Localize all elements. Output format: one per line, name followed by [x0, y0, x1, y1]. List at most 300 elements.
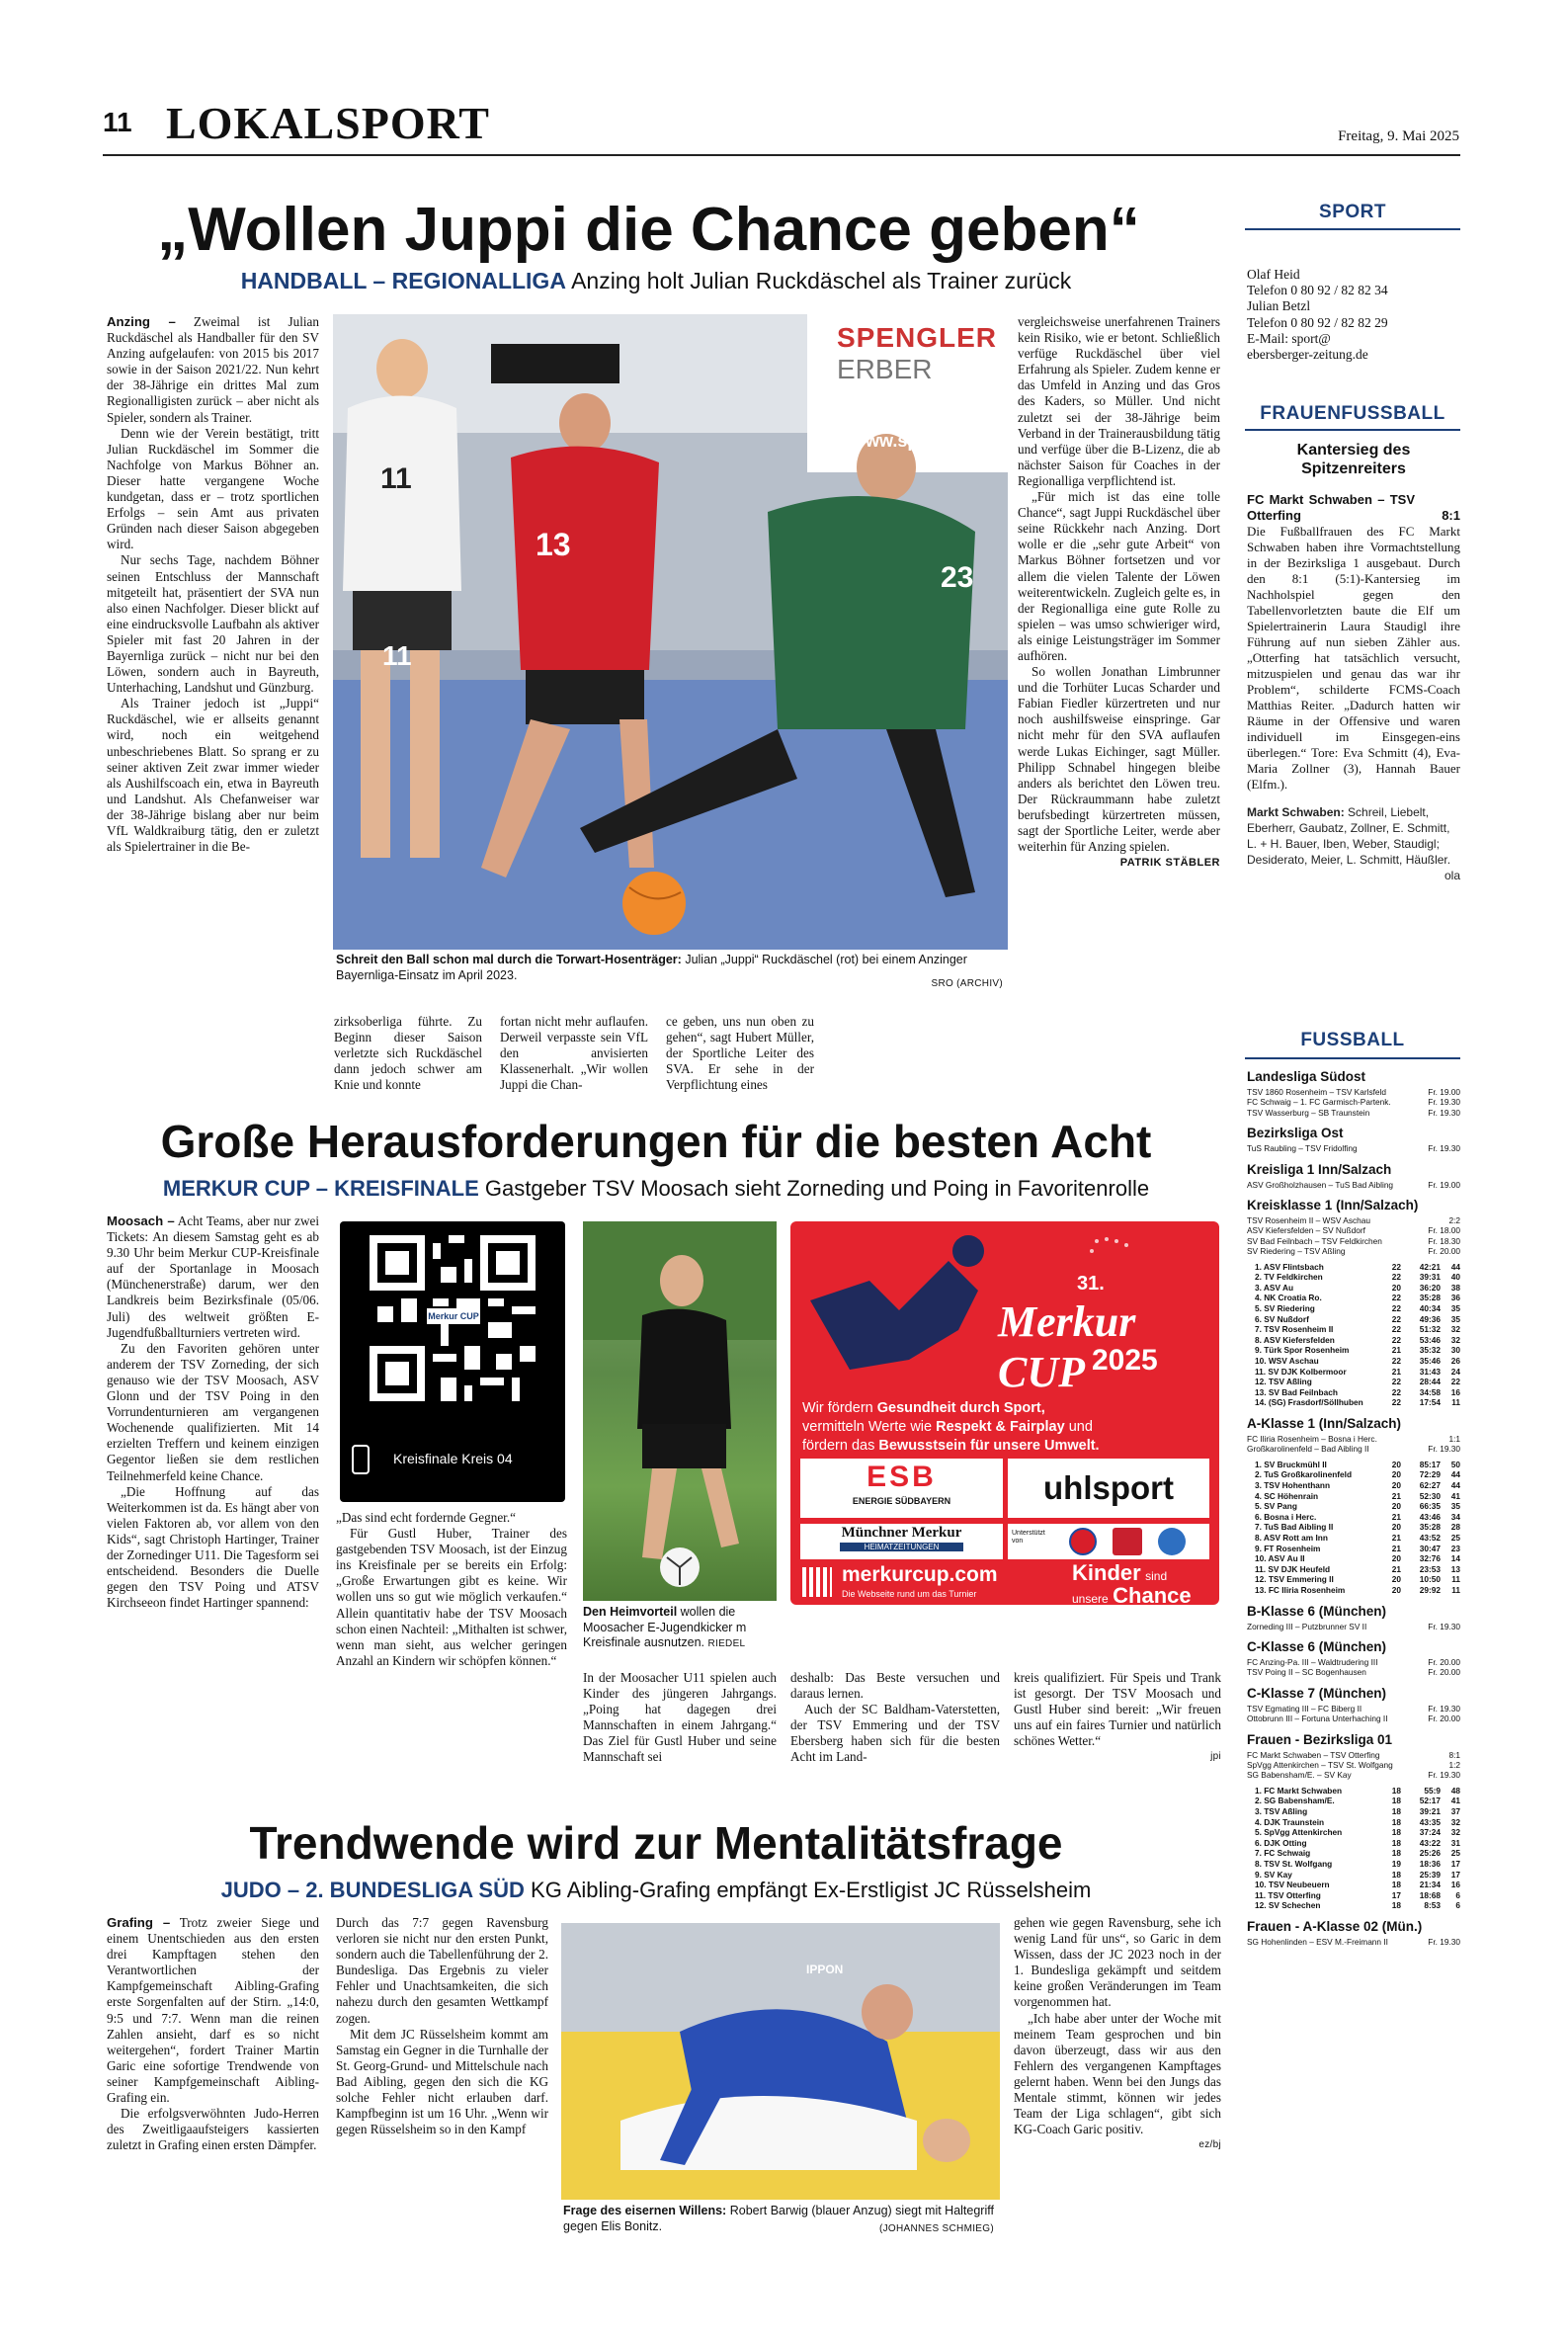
article1-dateline: Anzing –: [107, 314, 176, 329]
sponsor-name-1: SPENGLER: [837, 322, 998, 353]
goal-ratio: 23:53: [1419, 1563, 1441, 1574]
goal-ratio: 72:29: [1419, 1469, 1441, 1480]
article3-dateline: Grafing –: [107, 1915, 171, 1930]
team-name: 1. FC Markt Schwaben: [1255, 1785, 1343, 1796]
goal-ratio: 39:21: [1419, 1805, 1441, 1816]
ff-author: ola: [1444, 869, 1460, 882]
table-row: [1255, 1870, 1460, 1880]
games-played: 18: [1391, 1805, 1401, 1816]
contact-line-4: Telefon 0 80 92 / 82 82 29: [1247, 314, 1388, 330]
article1-headline: „Wollen Juppi die Chance geben“: [157, 196, 1140, 264]
fixture-row: [1247, 1713, 1460, 1723]
ad-brand: Merkur CUP: [998, 1297, 1136, 1396]
points: 17: [1450, 1858, 1460, 1869]
team-name: 6. Bosna i Herc.: [1255, 1511, 1317, 1522]
ad-sind-word: sind: [1145, 1569, 1168, 1583]
handball-photo: [333, 314, 1017, 950]
fussball-results: [1247, 1061, 1460, 2247]
article3-subline: KG Aibling-Grafing empfängt Ex-Erstligist JC Rüsselsheim: [531, 1878, 1092, 1902]
fixture-teams: Großkarolinenfeld – Bad Aibling II: [1247, 1444, 1369, 1455]
fixture-teams: TSV Wasserburg – SB Traunstein: [1247, 1107, 1370, 1118]
judo-scene-graphic: [561, 1923, 1000, 2200]
league-title: Frauen - A-Klasse 02 (Mün.): [1247, 1918, 1423, 1934]
points: 11: [1451, 1397, 1460, 1408]
contact-line-6[interactable]: ebersberger-zeitung.de: [1247, 347, 1368, 363]
fixture-teams: SG Hohenlinden – ESV M.-Freimann II: [1247, 1936, 1388, 1947]
points: 35: [1450, 1303, 1460, 1314]
fixture-row: [1247, 1704, 1460, 1713]
points: 35: [1450, 1501, 1460, 1512]
team-name: 5. SV Pang: [1255, 1501, 1297, 1512]
article2-author: jpi: [1210, 1751, 1221, 1763]
team-name: 12. TSV Aßling: [1255, 1377, 1312, 1387]
fixture-result: Fr. 20.00: [1428, 1246, 1460, 1257]
ad-url[interactable]: merkurcup.com: [842, 1563, 998, 1586]
fixture-row: [1247, 1087, 1460, 1097]
article3-c2: Durch das 7:7 gegen Ravensburg verloren sie nicht nur den ersten Punkt, sondern auch die Tabellenführung der 2. Bundesliga. Das Ergebnis zu vieler Fehler und Unachtsamkeiten, die sich nahezu durch den gesamten Wettkampf zogen.: [336, 1915, 548, 2026]
league-title: Frauen - Bezirksliga 01: [1247, 1731, 1393, 1747]
points: 36: [1450, 1293, 1460, 1303]
handball-caption-text: Julian „Juppi“ Ruckdäschel (rot) bei einem Anzinger Bayernliga-Einsatz im April 2023.: [336, 953, 967, 982]
article1-col5: [1018, 314, 1220, 1080]
team-name: 11. SV DJK Heufeld: [1255, 1563, 1331, 1574]
article1-c4: ce geben, uns nun oben zu gehen“, sagt Hubert Müller, der Sportliche Leiter des SVA. Er sehe in der Verpflichtung eines: [666, 1014, 814, 1093]
section-title: LOKALSPORT: [166, 98, 490, 148]
fixture-result: Fr. 19.30: [1428, 1107, 1460, 1118]
games-played: 18: [1391, 1827, 1401, 1838]
table-row: [1255, 1387, 1460, 1398]
muenchner-merkur-logo: [800, 1524, 1003, 1559]
article2-c4: deshalb: Das Beste versuchen und daraus lernen.: [790, 1670, 1000, 1702]
jersey-number-shorts: 11: [382, 640, 412, 671]
fixture-list: [1247, 1622, 1460, 1631]
fixture-row: [1247, 1622, 1460, 1631]
games-played: 21: [1391, 1366, 1401, 1377]
table-row: [1255, 1335, 1460, 1346]
ff-lineup-text: Schreil, Liebelt, Eberherr, Gaubatz, Zollner, E. Schmitt, L. + H. Bauer, Iben, Weber, Staudigl; Desiderato, Meier, L. Schmitt, Häußler.: [1247, 805, 1451, 867]
team-name: 10. WSV Aschau: [1255, 1356, 1319, 1366]
goal-ratio: 49:36: [1419, 1313, 1441, 1324]
goal-ratio: 39:31: [1419, 1272, 1441, 1283]
points: 32: [1450, 1324, 1460, 1335]
team-name: 10. ASV Au II: [1255, 1553, 1305, 1564]
games-played: 21: [1391, 1532, 1401, 1543]
ad-unsere-word: unsere: [1072, 1592, 1109, 1606]
article1-r2: „Für mich ist das eine tolle Chance“, sagt Juppi Ruckdäschel über seine Rückkehr nach Anzing. Dort wolle er die „sehr gute Arbeit“ von Markus Böhner fortsetzen und vor allem die vielen Talente der Löwen weiterentwickeln. Zugleich gelte es, in der Regionalliga eine gute Rolle zu spielen – was umso schwieriger wird, als einige Leistungsträger im Sommer aufhören.: [1018, 489, 1220, 663]
games-played: 20: [1391, 1574, 1401, 1585]
points: 14: [1450, 1553, 1460, 1564]
judo-caption-bold: Frage des eisernen Willens:: [563, 2204, 727, 2217]
league-title: B-Klasse 6 (München): [1247, 1603, 1387, 1619]
points: 6: [1455, 1889, 1460, 1900]
fixture-row: [1247, 1143, 1460, 1153]
team-name: 6. SV Nußdorf: [1255, 1313, 1309, 1324]
goal-ratio: 25:39: [1419, 1869, 1441, 1880]
games-played: 21: [1391, 1511, 1401, 1522]
article1-col4: [666, 1014, 814, 1093]
table-row: [1255, 1786, 1460, 1797]
games-played: 18: [1391, 1869, 1401, 1880]
table-row: [1255, 1859, 1460, 1870]
table-row: [1255, 1283, 1460, 1294]
table-row: [1255, 1574, 1460, 1585]
goal-ratio: 66:35: [1419, 1501, 1441, 1512]
goal-ratio: 43:22: [1419, 1837, 1441, 1848]
team-name: 8. ASV Kiefersfelden: [1255, 1334, 1335, 1345]
goal-ratio: 40:34: [1419, 1303, 1441, 1314]
article1-c2: zirksoberliga führte. Zu Beginn dieser Saison verletzte sich Ruckdäschel dann jedoch schwer am Knie und konnte: [334, 1014, 482, 1093]
league-title: Landesliga Südost: [1247, 1069, 1366, 1084]
games-played: 22: [1391, 1261, 1401, 1272]
jersey-number-keeper: 23: [941, 561, 974, 594]
ad-slogan-1: Wir fördern: [802, 1400, 877, 1416]
fixture-result: Fr. 19.30: [1428, 1621, 1460, 1631]
esb-logo: [800, 1459, 1003, 1518]
goal-ratio: 21:34: [1419, 1880, 1441, 1890]
games-played: 17: [1391, 1889, 1401, 1900]
goal-ratio: 29:92: [1419, 1584, 1441, 1595]
article2-c2b: Für Gustl Huber, Trainer des gastgebenden TSV Moosach, ist der Einzug ins Kreisfinale per se bereits ein Erfolg: „Große Erwartungen gibt es keine. Wir wollen uns so gut wie möglich verkaufen.“ Allein quantitativ habe der TSV Moosach schon einen Nachteil: „Mithalten ist schwer, wenn man sieht, aus welcher geringen Anzahl an Kindern wir schöpfen können.“: [336, 1526, 567, 1668]
team-name: 4. SC Höhenrain: [1255, 1490, 1319, 1501]
photo-sponsor-board-2: [837, 354, 932, 385]
team-name: 12. SV Schechen: [1255, 1900, 1321, 1911]
table-row: [1255, 1272, 1460, 1283]
table-row: [1255, 1890, 1460, 1901]
points: 40: [1450, 1272, 1460, 1283]
fixture-list: [1247, 1143, 1460, 1153]
phone-icon: [352, 1445, 370, 1474]
fixture-result: Fr. 19.30: [1428, 1143, 1460, 1154]
article1-kicker-label: HANDBALL – REGIONALLIGA: [240, 268, 566, 293]
youth-football-graphic: [583, 1221, 777, 1601]
goal-ratio: 30:47: [1419, 1543, 1441, 1553]
uhlsport-logo-text: uhlsport: [1043, 1469, 1174, 1506]
fixture-teams: SV Riedering – TSV Aßling: [1247, 1246, 1346, 1257]
table-row: [1255, 1356, 1460, 1367]
sidebar-contacts: [1247, 267, 1460, 363]
team-name: 9. Türk Spor Rosenheim: [1255, 1345, 1350, 1356]
ad-edition: 31.: [1077, 1273, 1105, 1295]
points: 11: [1451, 1584, 1460, 1595]
goal-ratio: 34:58: [1419, 1386, 1441, 1397]
fixture-teams: ASV Kiefersfelden – SV Nußdorf: [1247, 1225, 1365, 1236]
games-played: 22: [1391, 1313, 1401, 1324]
fixture-result: Fr. 19.00: [1428, 1087, 1460, 1097]
team-name: 5. SpVgg Attenkirchen: [1255, 1827, 1343, 1838]
table-row: [1255, 1585, 1460, 1596]
fixture-teams: FC Schwaig – 1. FC Garmisch-Partenk.: [1247, 1097, 1391, 1108]
judo-back-text: IPPON: [806, 1963, 844, 1976]
fixture-result: Fr. 19.30: [1428, 1770, 1460, 1781]
table-row: [1255, 1838, 1460, 1849]
article1-p3: Nur sechs Tage, nachdem Böhner seinen Entschluss der Mannschaft mitgeteilt hat, präsentiert der SVA nun also einen Nachfolger. Dieser blickt auf eine eindrucksvolle Laufbahn als aktiver Spieler mit fast 20 Jahren in der Bayernliga zurück – nicht nur bei den Löwen, sondern auch in Bayreuth, Unterhaching, Landshut und Günzburg.: [107, 552, 319, 696]
article3-col4: [1014, 1915, 1221, 2241]
team-name: 8. TSV St. Wolfgang: [1255, 1858, 1333, 1869]
goal-ratio: 8:53: [1424, 1900, 1441, 1911]
games-played: 20: [1391, 1479, 1401, 1490]
games-played: 18: [1391, 1785, 1401, 1796]
article1-subline: Anzing holt Julian Ruckdäschel als Trainer zurück: [571, 268, 1072, 293]
article3-c2b: Mit dem JC Rüsselsheim kommt am Samstag ein Gegner in die Turnhalle der St. Georg-Grund- und Mittelschule nach Bad Aibling, gegen den sich die KG solche Fehler nicht erlauben darf. Kampfbeginn ist um 16 Uhr. „Wenn wir gegen Rüsselsheim so in den Kampf: [336, 2026, 548, 2137]
goal-ratio: 62:27: [1419, 1479, 1441, 1490]
handball-scene-graphic: [333, 314, 1008, 950]
games-played: 21: [1391, 1490, 1401, 1501]
article1-p1: Zweimal ist Julian Ruckdäschel als Handballer für den SV Anzing aufgelaufen: von 2015 bis 2017 sowie in der Saison 2021/22. Nun kehrt der 38-Jährige ein drittes Mal zum Regionalligisten zurück – aber nicht als Spieler, sondern als Trainer.: [107, 314, 319, 425]
games-played: 22: [1391, 1293, 1401, 1303]
qr-label: Kreisfinale Kreis 04: [393, 1451, 513, 1466]
article2-c3: In der Moosacher U11 spielen auch Kinder des jüngeren Jahrgangs. „Poing hat dagegen drei Mannschaften in einem Jahrgang.“ Das Ziel für Gustl Huber und seine Mannschaft sei: [583, 1670, 777, 1765]
fixture-row: [1247, 1444, 1460, 1454]
table-row: [1255, 1345, 1460, 1356]
fixture-teams: Zorneding III – Putzbrunner SV II: [1247, 1621, 1367, 1631]
team-name: 3. TSV Aßling: [1255, 1805, 1308, 1816]
ad-kinder-word: Kinder: [1072, 1560, 1141, 1585]
points: 11: [1451, 1574, 1460, 1585]
qr-code-box[interactable]: [340, 1221, 565, 1502]
table-row: [1255, 1827, 1460, 1838]
fixture-row: [1247, 1236, 1460, 1246]
goal-ratio: 10:50: [1419, 1574, 1441, 1585]
table-row: [1255, 1469, 1460, 1480]
table-row: [1255, 1553, 1460, 1564]
table-row: [1255, 1293, 1460, 1303]
youth-photo-caption: [583, 1605, 779, 1652]
contact-line-2: Telefon 0 80 92 / 82 82 34: [1247, 283, 1388, 298]
fixture-result: Fr. 20.00: [1428, 1713, 1460, 1724]
fixture-row: [1247, 1937, 1460, 1947]
sidebar-ff-rule: [1245, 429, 1460, 431]
table-row: [1255, 1397, 1460, 1408]
table-row: [1255, 1460, 1460, 1470]
games-played: 20: [1391, 1469, 1401, 1480]
ad-slogan-2: vermitteln Werte wie: [802, 1419, 937, 1435]
points: 6: [1455, 1900, 1460, 1911]
table-row: [1255, 1796, 1460, 1806]
goal-ratio: 18:68: [1419, 1889, 1441, 1900]
article2-col2: [336, 1510, 567, 1806]
goal-ratio: 43:52: [1419, 1532, 1441, 1543]
ff-match: FC Markt Schwaben – TSV Otterfing: [1247, 492, 1415, 523]
article1-c3: fortan nicht mehr auflaufen. Derweil verpasste sein VfL den anvisierten Klassenerhalt. „Wir wollen Juppi die Chan-: [500, 1014, 648, 1093]
fixture-row: [1247, 1225, 1460, 1235]
team-name: 3. ASV Au: [1255, 1282, 1294, 1293]
youth-caption-bold: Den Heimvorteil: [583, 1605, 678, 1619]
sidebar-sport-heading: SPORT: [1319, 202, 1386, 222]
article2-kicker: [103, 1176, 1209, 1202]
games-played: 18: [1391, 1816, 1401, 1827]
ad-year: 2025: [1092, 1344, 1158, 1377]
article3-col2: [336, 1915, 548, 2241]
article1-col1: [107, 314, 319, 1077]
points: 31: [1450, 1837, 1460, 1848]
uhlsport-logo: [1008, 1459, 1209, 1518]
games-played: 22: [1391, 1386, 1401, 1397]
mm-logo-sub: HEIMATZEITUNGEN: [840, 1543, 963, 1551]
fixture-result: 2:2: [1448, 1215, 1460, 1226]
sponsor-name-2: ERBER: [837, 354, 933, 384]
fixture-teams: TSV Poing II – SC Bogenhausen: [1247, 1667, 1366, 1678]
goal-ratio: 28:44: [1419, 1377, 1441, 1387]
games-played: 22: [1391, 1356, 1401, 1366]
fixture-result: Fr. 20.00: [1428, 1656, 1460, 1667]
contact-line-5[interactable]: E-Mail: sport@: [1247, 330, 1331, 346]
article2-col1: [107, 1213, 319, 1806]
team-name: 2. TuS Großkarolinenfeld: [1255, 1469, 1353, 1480]
games-played: 18: [1391, 1796, 1401, 1806]
article1-p4: Als Trainer jedoch ist „Juppi“ Ruckdäschel, wie er allseits genannt wird, noch ein weitgehend unbeschriebenes Blatt. So sprang er zu seiner aktiven Zeit zwar immer wieder als Aushilfscoach ein, etwa in Bayreuth und Landshut. Als Chefanweiser war der 38-Jährige bislang aber nur beim VfL Waldkraiburg tätig, den er zuletzt als Spielertrainer in die Be-: [107, 696, 319, 855]
league-title: Bezirksliga Ost: [1247, 1126, 1344, 1141]
team-name: 5. SV Riedering: [1255, 1303, 1315, 1314]
fixture-row: [1247, 1097, 1460, 1107]
points: 24: [1450, 1366, 1460, 1377]
ff-lineup-team: Markt Schwaben:: [1247, 805, 1345, 819]
fixture-teams: Ottobrunn III – Fortuna Unterhaching II: [1247, 1713, 1388, 1724]
fixture-teams: TSV 1860 Rosenheim – TSV Karlsfeld: [1247, 1087, 1386, 1097]
table-row: [1255, 1501, 1460, 1512]
goal-ratio: 31:43: [1419, 1366, 1441, 1377]
goal-ratio: 52:17: [1419, 1796, 1441, 1806]
merkur-cup-ad[interactable]: [790, 1221, 1219, 1608]
fixture-row: [1247, 1770, 1460, 1780]
ad-kinder: [1072, 1560, 1192, 1609]
table-row: [1255, 1512, 1460, 1523]
games-played: 18: [1391, 1848, 1401, 1859]
jersey-number-red: 13: [536, 527, 571, 562]
team-name: 8. ASV Rott am Inn: [1255, 1532, 1328, 1543]
table-row: [1255, 1806, 1460, 1817]
article3-headline: Trendwende wird zur Mentalitätsfrage: [249, 1817, 1063, 1869]
team-name: 3. TSV Hohenthann: [1255, 1479, 1331, 1490]
contact-line-3: Julian Betzl: [1247, 298, 1311, 314]
table-row: [1255, 1480, 1460, 1491]
points: 37: [1450, 1805, 1460, 1816]
article1-r1: vergleichsweise unerfahrenen Trainers kein Risiko, wie er betont. Schließlich verfüge Ruckdäschel über viel Erfahrung als Spieler. Zudem kenne er das Umfeld in Anzing und das Gros des Kaders, so Müller. Und nicht zuletzt sei der 38-Jährige beim Verband in der Trainerausbildung tätig und verfüge über die B-Lizenz, die ab nächster Saison für Coaches in der Regionalliga verpflichtend ist.: [1018, 314, 1220, 488]
ad-slogan-3: fördern das: [802, 1438, 879, 1454]
points: 25: [1450, 1848, 1460, 1859]
fixture-row: [1247, 1667, 1460, 1677]
article3-author: ez/bj: [1198, 2139, 1221, 2151]
article3-col1: [107, 1915, 319, 2241]
youth-caption-text: wollen die Moosacher E-Jugendkicker m Kreisfinale ausnutzen.: [583, 1605, 747, 1649]
table-row: [1255, 1314, 1460, 1325]
article2-subline: Gastgeber TSV Moosach sieht Zorneding und Poing in Favoritenrolle: [484, 1176, 1150, 1201]
table-row: [1255, 1522, 1460, 1533]
fixture-teams: TSV Rosenheim II – WSV Aschau: [1247, 1215, 1370, 1226]
ad-chance-word: Chance: [1113, 1583, 1192, 1608]
article2-kicker-label: MERKUR CUP – KREISFINALE: [162, 1176, 479, 1201]
fixture-teams: TuS Raubling – TSV Fridolfing: [1247, 1143, 1358, 1154]
games-played: 22: [1391, 1303, 1401, 1314]
article2-headline: Große Herausforderungen für die besten Acht: [160, 1116, 1152, 1167]
issue-date: Freitag, 9. Mai 2025: [1338, 128, 1459, 144]
league-title: Kreisliga 1 Inn/Salzach: [1247, 1161, 1392, 1177]
club-badge-3-icon: [1158, 1528, 1186, 1555]
article1-r3: So wollen Jonathan Limbrunner und die Torhüter Lucas Scharder und Fabian Fiedler kürzertreten und nur noch aushilfsweise einspringe. Gar nicht mehr für den SVA auflaufen werde Lukas Eichinger, sagt Müller. Philipp Schnabel hingegen bleibe anders als berichtet den Löwen treu. Der Rückraummann habe zuletzt berufsbedingt kürzertreten müssen, sagt der Sportliche Leiter, werde aber weiterhin für Anzing spielen.: [1018, 664, 1220, 855]
fixture-teams: SG Babensham/E. – SV Kay: [1247, 1770, 1352, 1781]
games-played: 20: [1391, 1459, 1401, 1469]
article1-kicker: [103, 268, 1209, 294]
team-name: 2. SG Babensham/E.: [1255, 1796, 1335, 1806]
league-title: A-Klasse 1 (Inn/Salzach): [1247, 1415, 1402, 1431]
mm-logo-text: Münchner Merkur: [841, 1525, 962, 1541]
table-row: [1255, 1533, 1460, 1544]
team-name: 11. SV DJK Kolbermoor: [1255, 1366, 1347, 1377]
table-row: [1255, 1544, 1460, 1554]
league-title: Kreisklasse 1 (Inn/Salzach): [1247, 1198, 1419, 1213]
points: 38: [1450, 1282, 1460, 1293]
goal-ratio: 35:28: [1419, 1522, 1441, 1533]
fixture-row: [1247, 1180, 1460, 1190]
photo-sponsor-board: [837, 322, 997, 354]
team-name: 9. SV Kay: [1255, 1869, 1292, 1880]
article2-col5: [1014, 1670, 1221, 1808]
fixture-list: [1247, 1937, 1460, 1947]
article2-col3: [583, 1670, 777, 1808]
games-played: 20: [1391, 1584, 1401, 1595]
sidebar-sport-rule: [1245, 228, 1460, 230]
points: 32: [1450, 1334, 1460, 1345]
standings-table: [1247, 1262, 1460, 1408]
handball-photo-caption: [336, 953, 1008, 983]
team-name: 4. DJK Traunstein: [1255, 1816, 1325, 1827]
games-played: 18: [1391, 1837, 1401, 1848]
goal-ratio: 18:36: [1419, 1858, 1441, 1869]
ad-slogan-3b: Bewusstsein für unsere Umwelt.: [878, 1438, 1100, 1454]
table-row: [1255, 1367, 1460, 1378]
points: 44: [1450, 1479, 1460, 1490]
esb-logo-text: ESB: [867, 1461, 937, 1493]
goal-ratio: 43:35: [1419, 1816, 1441, 1827]
team-name: 11. TSV Otterfing: [1255, 1889, 1321, 1900]
fixture-result: Fr. 20.00: [1428, 1667, 1460, 1678]
article2-dateline: Moosach –: [107, 1213, 175, 1228]
team-name: 6. DJK Otting: [1255, 1837, 1307, 1848]
fixture-teams: SV Bad Feilnbach – TSV Feldkirchen: [1247, 1235, 1382, 1246]
judo-caption-text: Robert Barwig (blauer Anzug) siegt mit Haltegriff gegen Elis Bonitz.: [563, 2204, 994, 2233]
games-played: 20: [1391, 1501, 1401, 1512]
team-name: 10. TSV Neubeuern: [1255, 1880, 1330, 1890]
points: 16: [1450, 1880, 1460, 1890]
fixture-result: 1:2: [1448, 1759, 1460, 1770]
fixture-row: [1247, 1760, 1460, 1770]
games-played: 18: [1391, 1880, 1401, 1890]
article2-c4b: Auch der SC Baldham-Vaterstetten, der TSV Emmering und der TSV Ebersberg haben sich für die besten Acht im Land-: [790, 1702, 1000, 1765]
handball-photo-credit: SRO (ARCHIV): [931, 978, 1003, 989]
points: 41: [1450, 1796, 1460, 1806]
sidebar-frauenfussball-heading: FRAUENFUSSBALL: [1260, 403, 1445, 424]
judo-photo: [561, 1923, 1000, 2200]
points: 17: [1450, 1869, 1460, 1880]
team-name: 14. (SG) Frasdorf/Söllhuben: [1255, 1397, 1363, 1408]
games-played: 22: [1391, 1272, 1401, 1283]
masthead-rule: [103, 154, 1460, 156]
ad-slogan-2b: Respekt & Fairplay: [936, 1419, 1065, 1435]
ff-article: [1247, 492, 1460, 883]
games-played: 19: [1391, 1858, 1401, 1869]
league-title: C-Klasse 6 (München): [1247, 1638, 1387, 1654]
table-row: [1255, 1848, 1460, 1859]
points: 25: [1450, 1532, 1460, 1543]
games-played: 20: [1391, 1553, 1401, 1564]
ff-text: Die Fußballfrauen des FC Markt Schwaben haben ihre Vormachtstellung in der Bezirksliga 1 ausgebaut. Durch den 8:1 (5:1)-Kantersieg im Nachholspiel gegen den Tabellenvorletzten baute die Elf um Spielertrainerin Laura Staudigl ihre Führung auf nun sieben Zähler aus. „Otterfing hat tatsächlich versucht, mitzuspielen und genau das war ihr Problem“, schilderte FCMS-Coach Matthias Reiter. „Dadurch hatten wir Räume in der Offensive und waren individuell im Einsgegen-eins überlegen.“ Tore: Eva Schmitt (4), Eva-Maria Zollner (3), Hannah Bauer (Elfm.).: [1247, 524, 1460, 792]
games-played: 22: [1391, 1334, 1401, 1345]
games-played: 21: [1391, 1563, 1401, 1574]
team-name: 2. TV Feldkirchen: [1255, 1272, 1323, 1283]
fixture-result: Fr. 18.00: [1428, 1225, 1460, 1236]
fixture-list: [1247, 1657, 1460, 1678]
supporters-logos: [1008, 1524, 1209, 1559]
ff-match-line: [1247, 492, 1460, 524]
